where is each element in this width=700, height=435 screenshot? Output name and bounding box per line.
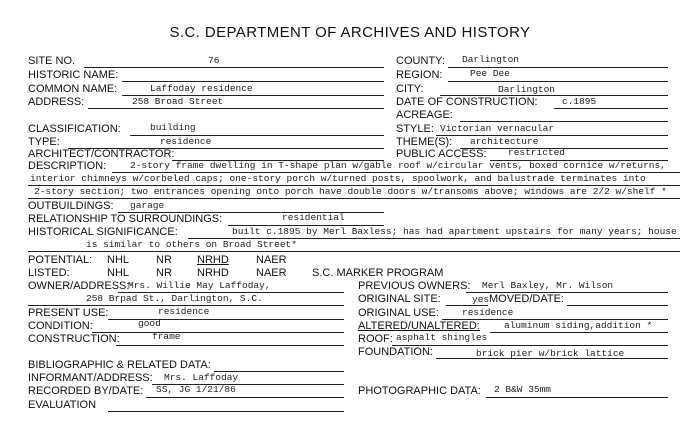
construction-label: CONSTRUCTION: xyxy=(28,333,120,345)
region-line xyxy=(448,81,668,82)
classification-label: CLASSIFICATION: xyxy=(28,123,121,135)
present-use-label: PRESENT USE: xyxy=(28,307,109,319)
potential-option-naer: NAER xyxy=(256,254,287,266)
listed-option-nhl: NHL xyxy=(107,267,130,279)
moved-date-label: MOVED/DATE: xyxy=(489,293,564,305)
historical-significance-line-2 xyxy=(28,251,680,252)
address-value: 258 Broad Street xyxy=(132,96,224,107)
themes-label: THEME(S): xyxy=(396,136,453,148)
condition-label: CONDITION: xyxy=(28,320,93,332)
original-use-label: ORIGINAL USE: xyxy=(358,307,439,319)
condition-line xyxy=(92,332,344,333)
type-label: TYPE: xyxy=(28,136,60,148)
date-of-construction-label: DATE OF CONSTRUCTION: xyxy=(396,96,538,108)
site-no-line xyxy=(84,67,384,68)
relationship-value: residential xyxy=(282,212,345,223)
roof-label: ROOF: xyxy=(358,333,393,345)
recorded-by-line xyxy=(146,397,344,398)
present-use-value: residence xyxy=(158,306,210,317)
date-of-construction-value: c.1895 xyxy=(562,96,597,107)
potential-option-nr: NR xyxy=(156,254,172,266)
photographic-line xyxy=(486,397,668,398)
type-value: residence xyxy=(160,136,212,147)
listed-option-nr: NR xyxy=(156,267,172,279)
region-value: Pee Dee xyxy=(470,68,510,79)
foundation-label: FOUNDATION: xyxy=(358,346,433,358)
description-line-3 xyxy=(28,198,680,199)
public-access-value: restricted xyxy=(508,147,566,158)
acreage-label: ACREAGE: xyxy=(396,109,453,121)
altered-value: aluminum siding,addition * xyxy=(504,320,653,331)
form-title: S.C. DEPARTMENT OF ARCHIVES AND HISTORY xyxy=(169,24,531,41)
original-site-line xyxy=(446,305,488,306)
date-of-construction-line xyxy=(554,108,668,109)
outbuildings-value: garage xyxy=(130,200,165,211)
previous-owners-value: Merl Baxley, Mr. Wilson xyxy=(482,280,614,291)
recorded-by-label: RECORDED BY/DATE: xyxy=(28,385,144,397)
historic-name-label: HISTORIC NAME: xyxy=(28,69,119,81)
photographic-value: 2 B&W 35mm xyxy=(494,384,552,395)
themes-value: architecture xyxy=(470,136,539,147)
altered-label-text: ALTERED/UNALTERED: xyxy=(358,320,480,332)
potential-label: POTENTIAL: xyxy=(28,254,93,266)
evaluation-line xyxy=(108,411,344,412)
owner-address-text-2: 258 Brpad St., Darlington, S.C. xyxy=(86,293,263,304)
address-label: ADDRESS: xyxy=(28,96,85,108)
altered-line xyxy=(490,332,668,333)
site-no-label: SITE NO. xyxy=(28,55,76,67)
common-name-value: Laffoday residence xyxy=(150,83,253,94)
listed-label: LISTED: xyxy=(28,267,70,279)
marker-program-label: S.C. MARKER PROGRAM xyxy=(312,267,444,279)
informant-value: Mrs. Laffoday xyxy=(164,372,239,383)
roof-value: asphalt shingles xyxy=(396,332,488,343)
classification-value: building xyxy=(150,122,196,133)
bibliographic-label: BIBLIOGRAPHIC & RELATED DATA: xyxy=(28,359,211,371)
common-name-label: COMMON NAME: xyxy=(28,83,118,95)
county-value: Darlington xyxy=(462,54,520,65)
original-site-value: yes xyxy=(472,294,490,305)
potential-option-nhl: NHL xyxy=(107,254,130,266)
style-value: Victorian vernacular xyxy=(440,123,555,134)
historic-name-line xyxy=(122,81,384,82)
relationship-label: RELATIONSHIP TO SURROUNDINGS: xyxy=(28,213,223,225)
city-value: Darlington xyxy=(498,84,556,95)
site-no-value: 76 xyxy=(208,55,220,66)
evaluation-label: EVALUATION xyxy=(28,399,97,411)
original-site-label: ORIGINAL SITE: xyxy=(358,293,441,305)
description-text-3: 2-story section; two entrances opening onto porch have double doors w/transoms above; windows are 2/2 w/shelf * xyxy=(34,186,667,197)
construction-value: frame xyxy=(152,331,181,342)
roof-line xyxy=(392,345,668,346)
historical-significance-text-2: is similar to others on Broad Street* xyxy=(86,239,297,250)
moved-date-line xyxy=(567,305,668,306)
construction-line xyxy=(116,345,344,346)
original-use-value: residence xyxy=(462,307,514,318)
city-label: CITY: xyxy=(396,83,424,95)
county-label: COUNTY: xyxy=(396,55,445,67)
recorded-by-value: SS, JG 1/21/86 xyxy=(156,384,236,395)
photographic-label: PHOTOGRAPHIC DATA: xyxy=(358,385,481,397)
address-line xyxy=(88,108,384,109)
condition-value: good xyxy=(138,318,161,329)
potential-option-nrhd: NRHD xyxy=(197,254,229,266)
historical-significance-label: HISTORICAL SIGNIFICANCE: xyxy=(28,226,178,238)
owner-address-label: OWNER/ADDRESS: xyxy=(28,280,130,292)
public-access-label: PUBLIC ACCESS: xyxy=(396,148,487,160)
description-text-1: 2-story frame dwelling in T-shape plan w/gable roof w/circular vents, boxed cornice w/returns, xyxy=(130,160,666,171)
acreage-line xyxy=(460,121,668,122)
foundation-value: brick pier w/brick lattice xyxy=(476,348,625,359)
description-text-2: interior chimneys w/corbeled caps; one-story porch w/turned posts, spoolwork, and balustrade terminates into xyxy=(30,173,646,184)
previous-owners-label: PREVIOUS OWNERS: xyxy=(358,280,471,292)
listed-option-naer: NAER xyxy=(256,267,287,279)
architect-label: ARCHITECT/CONTRACTOR: xyxy=(28,148,175,160)
informant-label: INFORMANT/ADDRESS: xyxy=(28,372,153,384)
style-label: STYLE: xyxy=(396,123,434,135)
historical-significance-text-1: built c.1895 by Merl Baxless; has had apartment upstairs for many years; house xyxy=(232,226,677,237)
outbuildings-label: OUTBUILDINGS: xyxy=(28,200,114,212)
listed-option-nrhd: NRHD xyxy=(197,267,229,279)
description-label: DESCRIPTION: xyxy=(28,160,107,172)
region-label: REGION: xyxy=(396,69,443,81)
owner-address-text-1: Mrs. Willie May Laffoday, xyxy=(128,280,271,291)
